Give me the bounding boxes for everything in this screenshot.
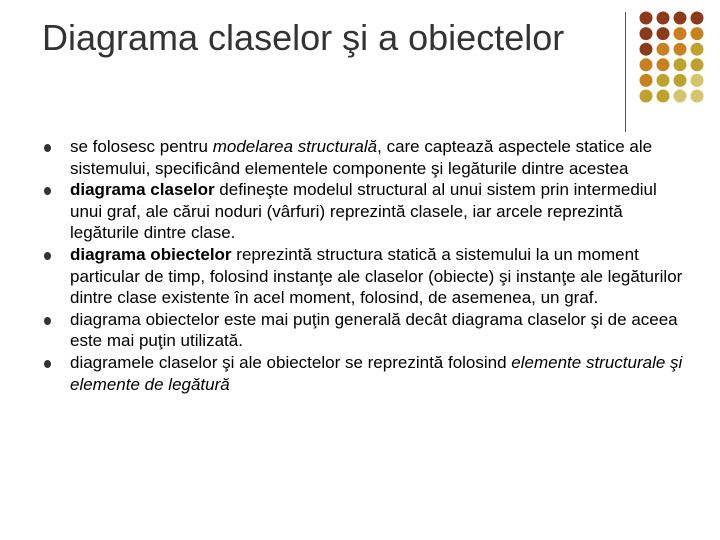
decorative-dot (657, 74, 670, 87)
decorative-dot (674, 12, 687, 25)
bullet-item (44, 136, 684, 179)
bullet-item (44, 352, 684, 395)
bullet-dot-icon (44, 187, 51, 195)
bullet-bold-term: diagrama obiectelor (70, 244, 232, 264)
bullet-dot-icon (44, 360, 51, 368)
bullet-item (44, 309, 684, 352)
decorative-dot (657, 58, 670, 71)
bullet-dot-icon (44, 252, 51, 260)
decorative-dot (674, 27, 687, 40)
decorative-dot (674, 43, 687, 56)
decorative-dot (640, 12, 653, 25)
decorative-dot (640, 43, 653, 56)
decorative-dot (657, 27, 670, 40)
decorative-dot (640, 27, 653, 40)
decorative-dot (691, 43, 704, 56)
bullet-text-end: defineşte modelul structural al unui sistem prin intermediul unui graf, ale cărui noduri (vârfuri) reprezintă clasele, iar arcele reprezintă legăturile dintre clase. (70, 180, 657, 243)
bullet-text-start: diagramele claselor şi ale obiectelor se reprezintă folosind (70, 352, 512, 372)
bullet-emphasis: elemente structurale şi elemente de legătură (70, 352, 683, 394)
decorative-dot (674, 58, 687, 71)
decorative-dot (674, 90, 687, 103)
decorative-dot (657, 43, 670, 56)
decorative-dot-grid (638, 10, 718, 106)
bullet-text-start: se folosesc pentru (70, 137, 213, 156)
decorative-dot (657, 12, 670, 25)
decorative-dot (691, 27, 704, 40)
decorative-dot (674, 74, 687, 87)
decorative-dot (691, 58, 704, 71)
bullet-text: diagrama obiectelor este mai puţin generală decât diagrama claselor şi de aceea este mai puţin utilizată. (70, 309, 678, 351)
bullet-dot-icon (44, 144, 51, 152)
decorative-dot (640, 74, 653, 87)
bullet-list (44, 136, 684, 395)
decorative-dot (640, 90, 653, 103)
bullet-emphasis: modelarea structurală (212, 137, 378, 156)
decorative-dot (640, 58, 653, 71)
decorative-dot (657, 90, 670, 103)
bullet-item (44, 244, 684, 309)
decorative-dot (691, 12, 704, 25)
decorative-dot (691, 74, 704, 87)
bullet-bold-term: diagrama claselor (70, 180, 215, 200)
bullet-text-end: , care captează aspectele statice ale sistemului, specificând elementele componente şi legăturile dintre acestea (70, 137, 653, 178)
bullet-dot-icon (44, 317, 51, 325)
bullet-text-end: reprezintă structura statică a sistemului la un moment particular de timp, folosind instanţe ale claselor (obiecte) şi instanţe ale legăturilor dintre clase existente în acel moment, folosind, de asemenea, un graf. (70, 244, 683, 308)
decorative-divider (625, 12, 626, 132)
slide-title: Diagrama claselor şi a obiectelor (42, 17, 565, 58)
decorative-dot (691, 90, 704, 103)
bullet-item (44, 179, 684, 244)
